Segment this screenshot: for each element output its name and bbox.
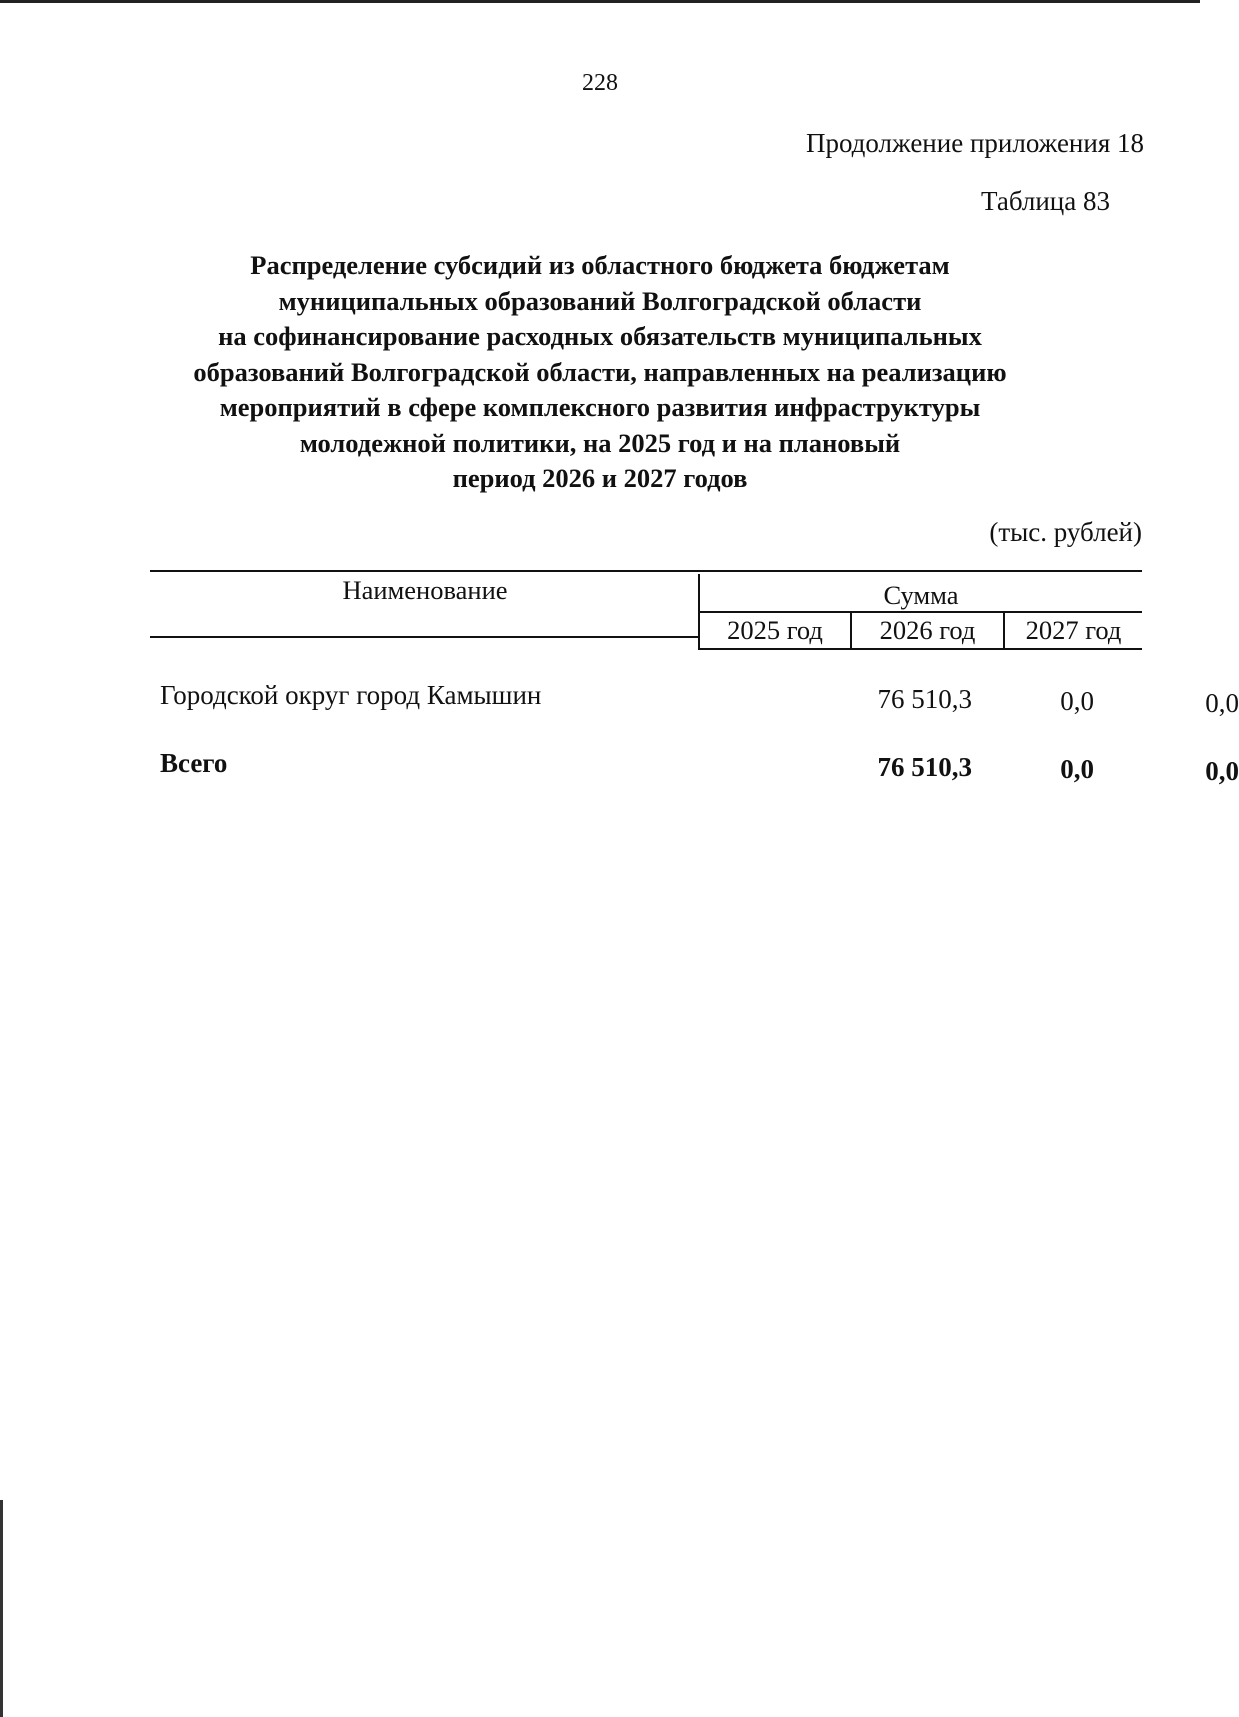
title-line: Распределение субсидий из областного бюджета бюджетам (250, 250, 950, 280)
title-line: мероприятий в сфере комплексного развития инфраструктуры (219, 392, 981, 422)
header-year-2027: 2027 год (1025, 615, 1122, 645)
total-value-2027: 0,0 (1205, 756, 1239, 786)
title-line: образований Волгоградской области, направленных на реализацию (193, 356, 1007, 387)
row-value-2025: 76 510,3 (877, 684, 972, 714)
sum-header-rule (700, 611, 1142, 613)
scan-edge-top (0, 0, 1200, 3)
title-line: на софинансирование расходных обязательств муниципальных (218, 321, 982, 351)
total-value-2025: 76 510,3 (877, 752, 972, 782)
page-number: 228 (582, 70, 618, 96)
title-line: период 2026 и 2027 годов (452, 463, 748, 493)
row-value-2027: 0,0 (1205, 688, 1239, 718)
table-number: Таблица 83 (981, 186, 1110, 216)
table-top-rule (150, 570, 1142, 572)
total-label: Всего (160, 748, 228, 778)
row-value-2026: 0,0 (1060, 686, 1094, 716)
document-title (150, 248, 1050, 497)
units-note: (тыс. рублей) (989, 517, 1142, 547)
header-sum: Сумма (883, 580, 959, 610)
row-name: Городской округ город Камышин (160, 680, 542, 710)
title-line: молодежной политики, на 2025 год и на плановый (299, 427, 901, 458)
total-value-2026: 0,0 (1060, 754, 1094, 784)
total-row (150, 748, 1239, 788)
name-header-rule (150, 636, 700, 638)
year-header-rule (700, 648, 1142, 650)
scan-edge-left (0, 1500, 3, 1717)
table-row (150, 680, 1239, 720)
header-year-2026: 2026 год (879, 615, 976, 645)
appendix-note: Продолжение приложения 18 (805, 128, 1144, 158)
title-line: муниципальных образований Волгоградской области (278, 285, 922, 316)
header-name: Наименование (342, 575, 508, 605)
header-year-2025: 2025 год (727, 615, 823, 645)
